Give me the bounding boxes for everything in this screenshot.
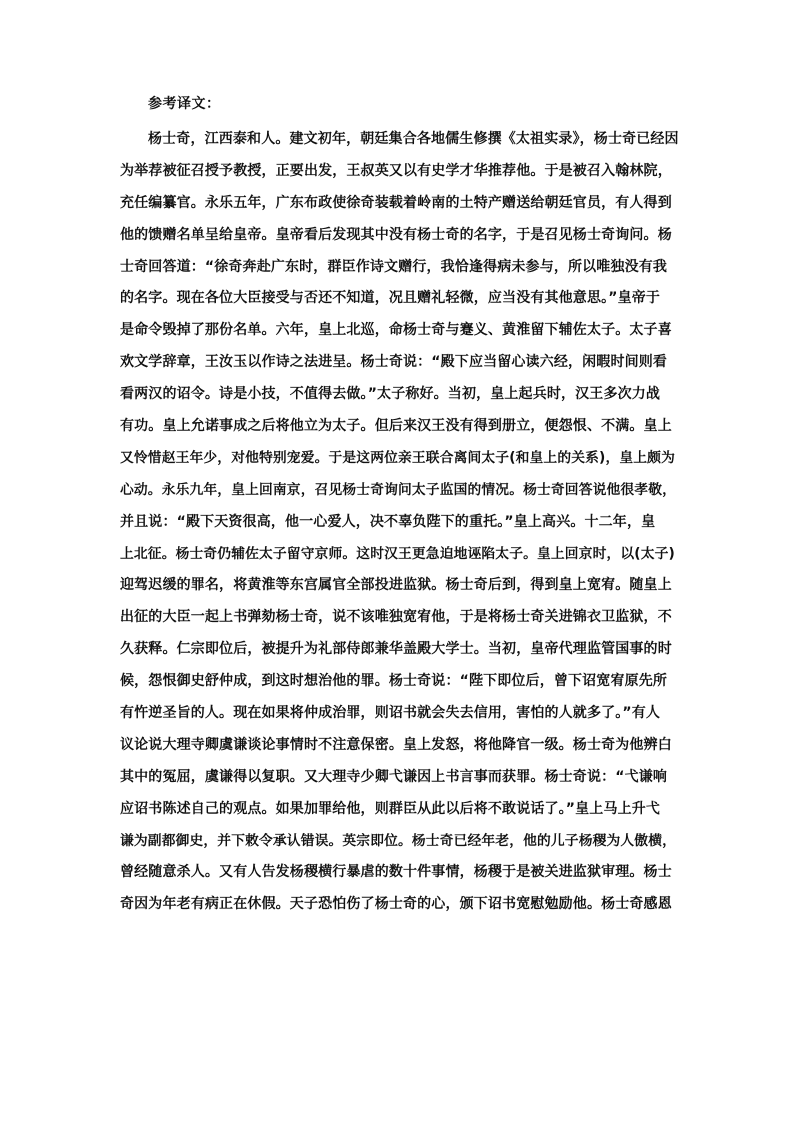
text-line: 其中的冤屈，虞谦得以复职。又大理寺少卿弋谦因上书言事而获罪。杨士奇说：“弋谦响 (120, 768, 668, 785)
text-line: 上北征。杨士奇仍辅佐太子留守京师。这时汉王更急迫地诬陷太子。皇上回京时，以(太子) (120, 545, 675, 562)
text-line: 曾经随意杀人。又有人告发杨稷横行暴虐的数十件事情，杨稷于是被关进监狱审理。杨士 (120, 864, 672, 881)
text-line: 久获释。仁宗即位后，被提升为礼部侍郎兼华盖殿大学士。当初，皇帝代理监管国事的时 (120, 641, 672, 658)
text-line: 杨士奇，江西泰和人。建文初年，朝廷集合各地儒生修撰《太祖实录》，杨士奇已经因 (148, 131, 679, 147)
text-line: 的名字。现在各位大臣接受与否还不知道，况且赠礼轻微，应当没有其他意思。”皇帝于 (120, 290, 661, 307)
text-line: 并且说：“殿下天资很高，他一心爱人，决不辜负陛下的重托。”皇上高兴。十二年，皇 (120, 513, 656, 530)
text-line: 他的馈赠名单呈给皇帝。皇帝看后发现其中没有杨士奇的名字，于是召见杨士奇询问。杨 (120, 226, 672, 243)
text-line: 议论说大理寺卿虞谦谈论事情时不注意保密。皇上发怒，将他降官一级。杨士奇为他辨白 (120, 736, 672, 753)
text-line: 欢文学辞章，王汝玉以作诗之法进呈。杨士奇说：“殿下应当留心读六经，闲暇时间则看 (120, 354, 668, 371)
text-line: 充任编纂官。永乐五年，广东布政使徐奇装载着岭南的土特产赠送给朝廷官员，有人得到 (120, 194, 672, 211)
text-line: 又怜惜赵王年少，对他特别宠爱。于是这两位亲王联合离间太子(和皇上的关系)，皇上颇为 (120, 449, 675, 466)
text-line: 候，怨恨御史舒仲成，到这时想治他的罪。杨士奇说：“陛下即位后，曾下诏宽宥原先所 (120, 673, 668, 690)
text-line: 为举荐被征召授予教授，正要出发，王叔英又以有史学才华推荐他。于是被召入翰林院， (120, 162, 672, 179)
text-line: 有功。皇上允诺事成之后将他立为太子。但后来汉王没有得到册立，便怨恨、不满。皇上 (120, 418, 672, 435)
section-heading: 参考译文： (148, 96, 221, 112)
text-line: 士奇回答道：“徐奇奔赴广东时，群臣作诗文赠行，我恰逢得病未参与，所以唯独没有我 (120, 258, 668, 275)
text-line: 谦为副都御史，并下敕令承认错误。英宗即位。杨士奇已经年老，他的儿子杨稷为人傲横， (120, 832, 677, 849)
translation-body (120, 124, 680, 921)
text-line: 出征的大臣一起上书弹劾杨士奇，说不该唯独宽宥他，于是将杨士奇关进锦衣卫监狱，不 (120, 609, 672, 626)
text-line: 心动。永乐九年，皇上回南京，召见杨士奇询问太子监国的情况。杨士奇回答说他很孝敬， (120, 481, 677, 498)
text-line: 奇因为年老有病正在休假。天子恐怕伤了杨士奇的心，颁下诏书宽慰勉励他。杨士奇感恩 (120, 896, 672, 913)
text-line: 是命令毁掉了那份名单。六年，皇上北巡，命杨士奇与蹇义、黄淮留下辅佐太子。太子喜 (120, 322, 672, 339)
text-line: 迎驾迟缓的罪名，将黄淮等东宫属官全部投进监狱。杨士奇后到，得到皇上宽宥。随皇上 (120, 577, 672, 594)
text-line: 看两汉的诏令。诗是小技，不值得去做。”太子称好。当初，皇上起兵时，汉王多次力战 (120, 386, 661, 403)
text-line: 有忤逆圣旨的人。现在如果将仲成治罪，则诏书就会失去信用，害怕的人就多了。”有人 (120, 705, 661, 722)
text-line: 应诏书陈述自己的观点。如果加罪给他，则群臣从此以后将不敢说话了。”皇上马上升弋 (120, 800, 661, 817)
